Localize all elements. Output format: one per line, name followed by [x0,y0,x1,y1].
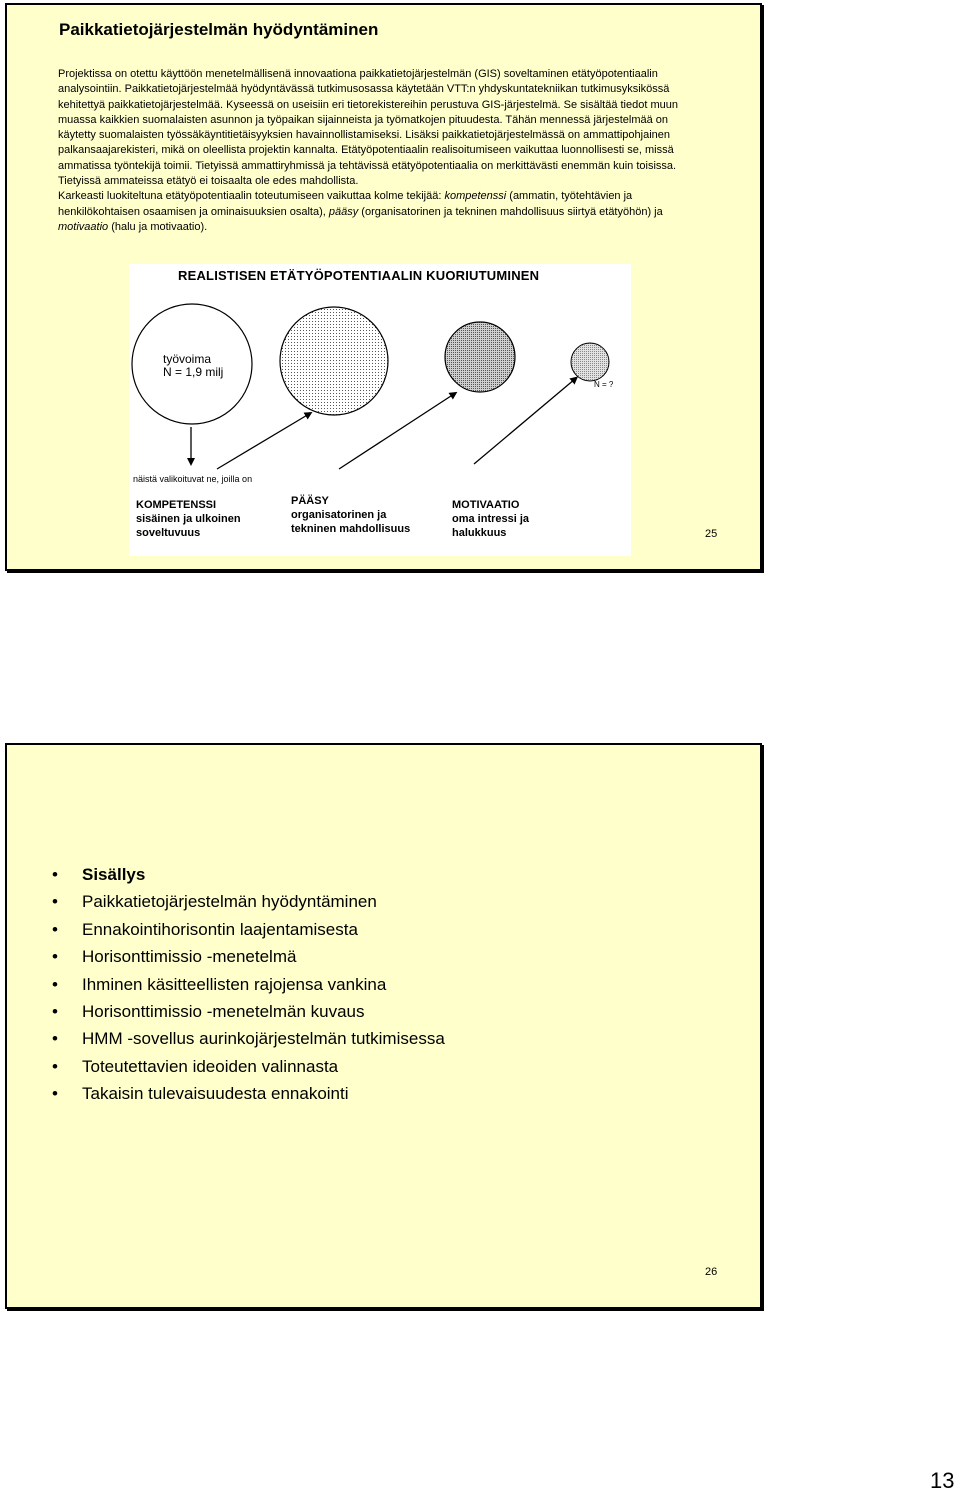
slide-body-text [58,67,698,235]
category-header: MOTIVAATIO [452,499,520,511]
bullet-icon: • [52,1084,58,1104]
toc-item [52,865,445,892]
category-line: soveltuvuus [136,527,201,539]
figure-title: REALISTISEN ETÄTYÖPOTENTIAALIN KUORIUTUMINEN [178,268,540,283]
category-motivaatio [452,498,529,540]
p2-emphasis-motivaatio: motivaatio [58,220,109,233]
arrow-motivation [474,379,575,464]
toc-heading: Sisällys [82,865,146,884]
sheet-page-number: 13 [930,1468,955,1493]
toc-item [52,975,445,1002]
category-header: PÄÄSY [291,495,329,507]
p2-emphasis-paasy: pääsy [328,205,359,218]
toc-item [52,1002,445,1029]
slide-page-number: 26 [705,1266,718,1278]
p2-text-d: (halu ja motivaatio). [108,220,208,233]
access-circle [445,322,515,392]
category-line: halukkuus [452,527,507,539]
category-kompetenssi [136,498,241,540]
slide-title: Paikkatietojärjestelmän hyödyntäminen [59,20,379,39]
category-line: sisäinen ja ulkoinen [136,513,241,525]
body-paragraph-1: Projektissa on otettu käyttöön menetelmällisenä innovaationa paikkatietojärjestelmän (GIS) soveltaminen etätyöpotentiaalin analysointiin. Paikkatietojärjestelmää hyödyntävässä tutkimusosassa käytetään VTT:n yhdyskuntatekniikan tutkimusyksikössä kehitettyä paikkatietojärjestelmää. Kyseessä on useisiin eri tietorekistereihin perustuva GIS-järjestelmä. Se sisältää tiedot muun muassa kaikkien suomalaisten asunnon ja työpaikan sijainneista ja työmatkojen pituudesta. Tähän mennessä järjestelmää on käytetty suomalaisten työssäkäyntitietäisyyksien havainnollistamiseksi. Lisäksi paikkatietojärjestelmässä on ammattipohjainen palkansaajarekisteri, mikä on oleellista projektin kannalta. Etätyöpotentiaalin realisoitumiseen vaikuttaa luonnollisesti se, missä ammatissa työntekijä toimii. Tietyissä ammattiryhmissä ja tehtävissä etätyöpotentiaalia on merkittävästi enemmän kuin toisissa. Tietyissä ammateissa etätyö ei toisaalta ole edes mahdollista. [58,68,678,188]
motivation-circle [571,343,609,381]
category-line: tekninen mahdollisuus [291,523,411,535]
toc-item [52,1057,445,1084]
toc-item [52,1084,445,1111]
p2-text-b: (ammatin, työtehtävien ja henkilökohtaisen osaamisen ja ominaisuuksien osalta), [58,190,633,218]
bullet-icon: • [52,892,58,912]
bullet-icon: • [52,947,58,967]
bullet-icon: • [52,1029,58,1049]
toc-item-label: Ihminen käsitteellisten rajojensa vankina [82,974,387,994]
category-line: organisatorinen ja [291,509,387,521]
toc-item-label: Horisonttimissio -menetelmä [82,947,297,967]
toc-item-label: Horisonttimissio -menetelmän kuvaus [82,1001,365,1021]
toc-item [52,947,445,974]
toc-item-label: Paikkatietojärjestelmän hyödyntäminen [82,892,377,912]
category-line: oma intressi ja [452,513,530,525]
toc-item [52,920,445,947]
workforce-label: työvoima [163,352,212,366]
toc-item-label: Ennakointihorisontin laajentamisesta [82,919,358,939]
bullet-icon: • [52,865,58,884]
category-header: KOMPETENSSI [136,499,217,511]
etatyopotentiaali-figure [129,264,631,556]
toc-item-label: Takaisin tulevaisuudesta ennakointi [82,1084,349,1104]
category-paasy [291,494,410,536]
bullet-icon: • [52,1056,58,1076]
selection-note: näistä valikoituvat ne, joilla on [133,474,253,484]
slide-26 [5,743,762,1309]
p2-text-a: Karkeasti luokiteltuna etätyöpotentiaalin toteutumiseen vaikuttaa kolme tekijää: [58,190,445,203]
p2-emphasis-kompetenssi: kompetenssi [444,190,507,203]
competence-circle [280,307,388,415]
slide-25 [5,3,762,571]
workforce-count: N = 1,9 milj [163,365,224,379]
bullet-icon: • [52,974,58,994]
unknown-count: N = ? [594,380,614,389]
bullet-icon: • [52,1001,58,1021]
toc-item-label: HMM -sovellus aurinkojärjestelmän tutkimisessa [82,1029,445,1049]
toc-item-label: Toteutettavien ideoiden valinnasta [82,1056,339,1076]
arrow-competence [217,414,309,469]
toc-item [52,1029,445,1056]
table-of-contents [52,865,445,1112]
toc-item [52,892,445,919]
p2-text-c: (organisatorinen ja tekninen mahdollisuus siirtyä etätyöhön) ja [358,205,663,218]
slide-page-number: 25 [705,528,718,540]
bullet-icon: • [52,919,58,939]
body-paragraph-2 [58,189,698,235]
